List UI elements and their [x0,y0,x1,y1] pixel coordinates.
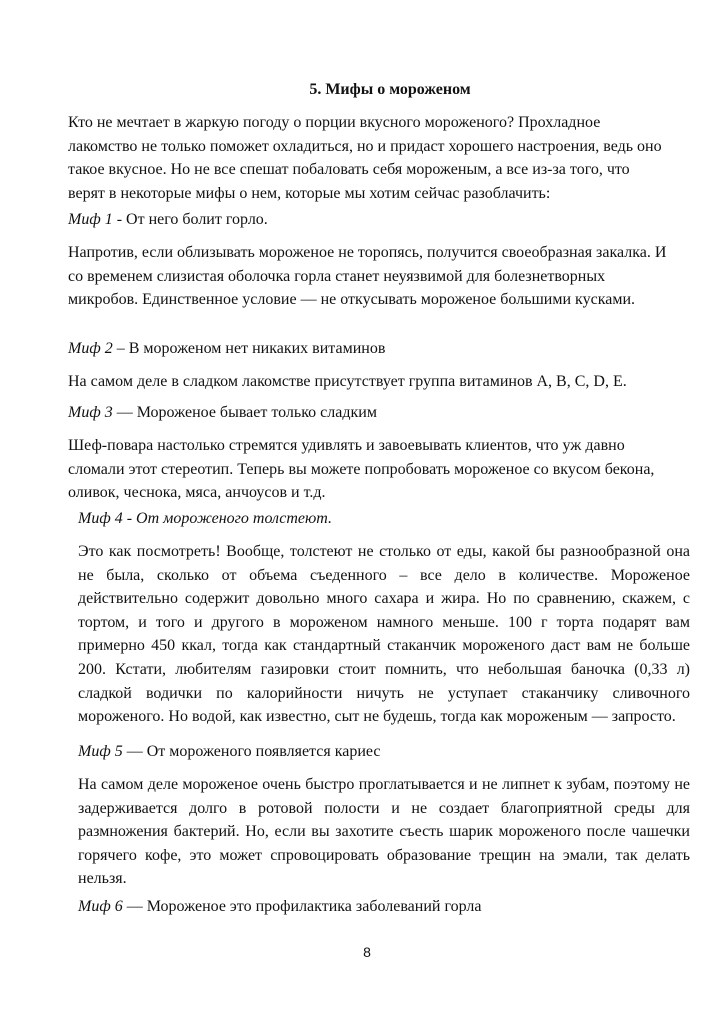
myth-3-title: — Мороженое бывает только сладким [112,404,377,421]
myth-6-label: Миф 6 [78,898,123,915]
myth-1-label: Миф 1 [68,211,113,228]
section-heading: 5. Мифы о мороженом [309,81,471,98]
myth-2-body: На самом деле в сладком лакомстве присутствует группа витаминов A, B, C, D, E. [68,373,627,390]
myth-3-label: Миф 3 [68,404,113,421]
myth-5-title: — От мороженого появляется кариес [122,743,381,760]
myth-5-heading [78,740,690,764]
page-number: 8 [363,944,371,960]
myth-1-title: - От него болит горло. [112,211,268,228]
myth-1-body: Напротив, если облизывать мороженое не торопясь, получится своеобразная закалка. И со временем слизистая оболочка горла станет неуязвимой для болезнетворных микробов. Единственное условие — не откусывать мороженое большими кусками. [68,244,667,309]
myth-4-body: Это как посмотреть! Вообще, толстеют не столько от еды, какой бы разнообразной она не была, сколько от объема съеденного – все дело в количестве. Мороженое действительно содержит довольно много сахара и жира. Но по сравнению, скажем, с тортом, и того и другого в мороженом намного меньше. 100 г торта подарят вам примерно 450 ккал, тогда как стандартный стаканчик мороженого даст вам не больше 200. Кстати, любителям газировки стоит помнить, что небольшая баночка (0,33 л) сладкой водички по калорийности ничуть не уступает стаканчику сливочного мороженого. Но водой, как известно, сыт не будешь, тогда как мороженым — запросто. [78,543,690,726]
myth-4-label: Миф 4 - От мороженого толстеют. [78,510,333,527]
myth-5-label: Миф 5 [78,743,123,760]
intro-paragraph: Кто не мечтает в жаркую погоду о порции вкусного мороженого? Прохладное лакомство не только поможет охладиться, но и придаст хорошего настроения, ведь оно такое вкусное. Но не все спешат побаловать себя мороженым, а все из-за того, что верят в некоторые мифы о нем, которые мы хотим сейчас разоблачить: [68,114,662,202]
myth-3-body: Шеф-повара настолько стремятся удивлять и завоевывать клиентов, что уж давно сломали этот стереотип. Теперь вы можете попробовать мороженое со вкусом бекона, оливок, чеснока, мяса, анчоусов и т.д. [68,437,655,502]
myth-6-title: — Мороженое это профилактика заболеваний горла [122,898,482,915]
myth-3-heading [68,401,668,425]
myth-5-body: На самом деле мороженое очень быстро проглатывается и не липнет к зубам, поэтому не задерживается долго в ротовой полости и не создает благоприятной среды для размножения бактерий. Но, если вы захотите съесть шарик мороженого после чашечки горячего кофе, это может спровоцировать образование трещин на эмали, так делать нельзя. [78,776,690,888]
myth-2-label: Миф 2 [68,340,113,357]
myth-2-heading [68,337,668,361]
myth-6-heading [78,895,690,919]
myth-2-title: – В мороженом нет никаких витаминов [112,340,386,357]
myth-4-heading [78,507,690,531]
myth-1-heading [68,208,668,232]
